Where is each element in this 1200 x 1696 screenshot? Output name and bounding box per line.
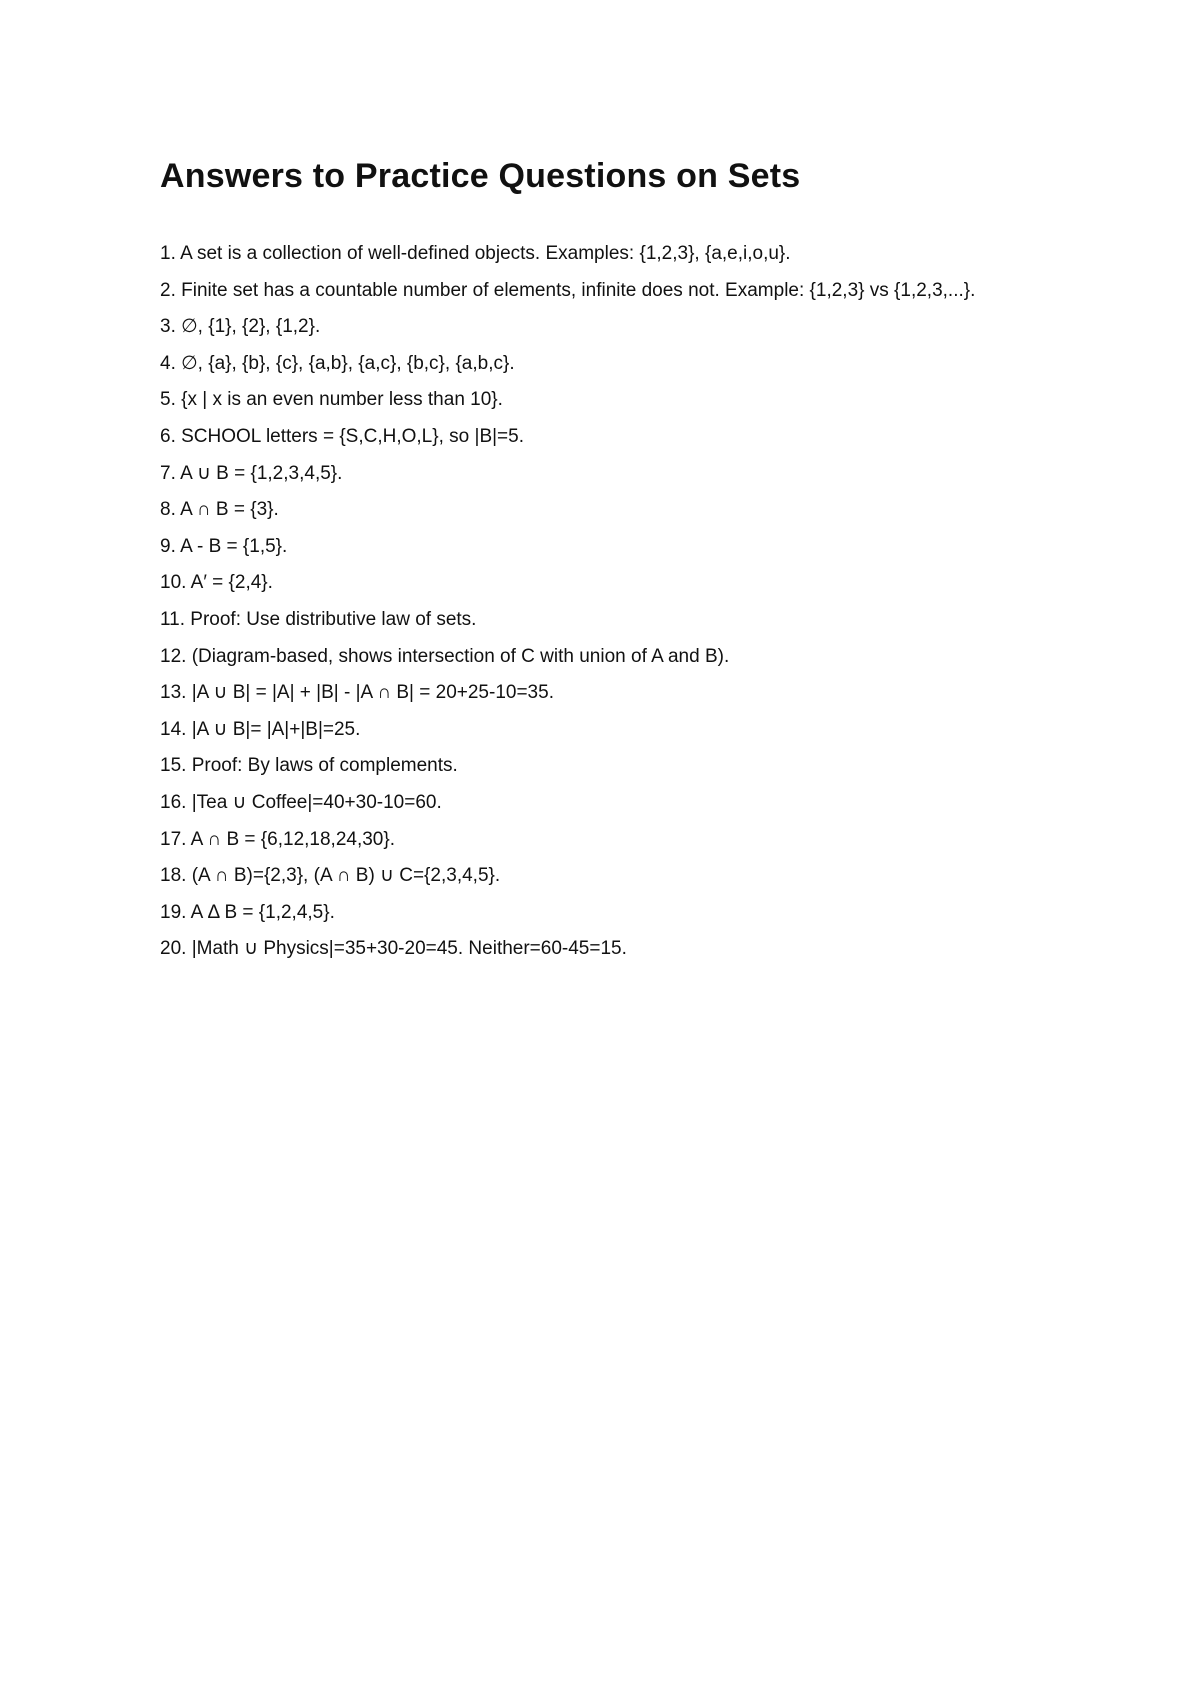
answer-item-2: 2. Finite set has a countable number of elements, infinite does not. Example: {1,2,3} vs {1,2,3,...}. (160, 279, 976, 301)
answer-item-3: 3. ∅, {1}, {2}, {1,2}. (160, 316, 321, 338)
answer-item-1: 1. A set is a collection of well-defined objects. Examples: {1,2,3}, {a,e,i,o,u}. (160, 243, 791, 264)
answer-item-10: 10. A′ = {2,4}. (160, 572, 273, 594)
answer-item-6: 6. SCHOOL letters = {S,C,H,O,L}, so |B|=5. (160, 425, 524, 447)
answer-item-11: 11. Proof: Use distributive law of sets. (160, 608, 477, 630)
page-title: Answers to Practice Questions on Sets (160, 157, 801, 195)
answer-item-18: 18. (A ∩ B)={2,3}, (A ∩ B) ∪ C={2,3,4,5}. (160, 865, 501, 887)
answer-item-8: 8. A ∩ B = {3}. (160, 499, 279, 521)
answer-item-15: 15. Proof: By laws of complements. (160, 755, 458, 777)
answer-item-12: 12. (Diagram-based, shows intersection of C with union of A and B). (160, 645, 730, 667)
answer-item-4: 4. ∅, {a}, {b}, {c}, {a,b}, {a,c}, {b,c}, {a,b,c}. (160, 352, 515, 374)
answer-item-19: 19. A Δ B = {1,2,4,5}. (160, 901, 335, 923)
answer-item-16: 16. |Tea ∪ Coffee|=40+30-10=60. (160, 791, 442, 813)
answer-item-9: 9. A - B = {1,5}. (160, 535, 288, 557)
answer-item-14: 14. |A ∪ B|= |A|+|B|=25. (160, 718, 361, 740)
answer-item-13: 13. |A ∪ B| = |A| + |B| - |A ∩ B| = 20+25-10=35. (160, 682, 554, 704)
answer-list (160, 236, 975, 968)
answer-item-20: 20. |Math ∪ Physics|=35+30-20=45. Neither=60-45=15. (160, 938, 627, 960)
answer-item-7: 7. A ∪ B = {1,2,3,4,5}. (160, 462, 343, 484)
answer-item-5: 5. {x | x is an even number less than 10}. (160, 389, 503, 411)
answer-item-17: 17. A ∩ B = {6,12,18,24,30}. (160, 828, 395, 850)
